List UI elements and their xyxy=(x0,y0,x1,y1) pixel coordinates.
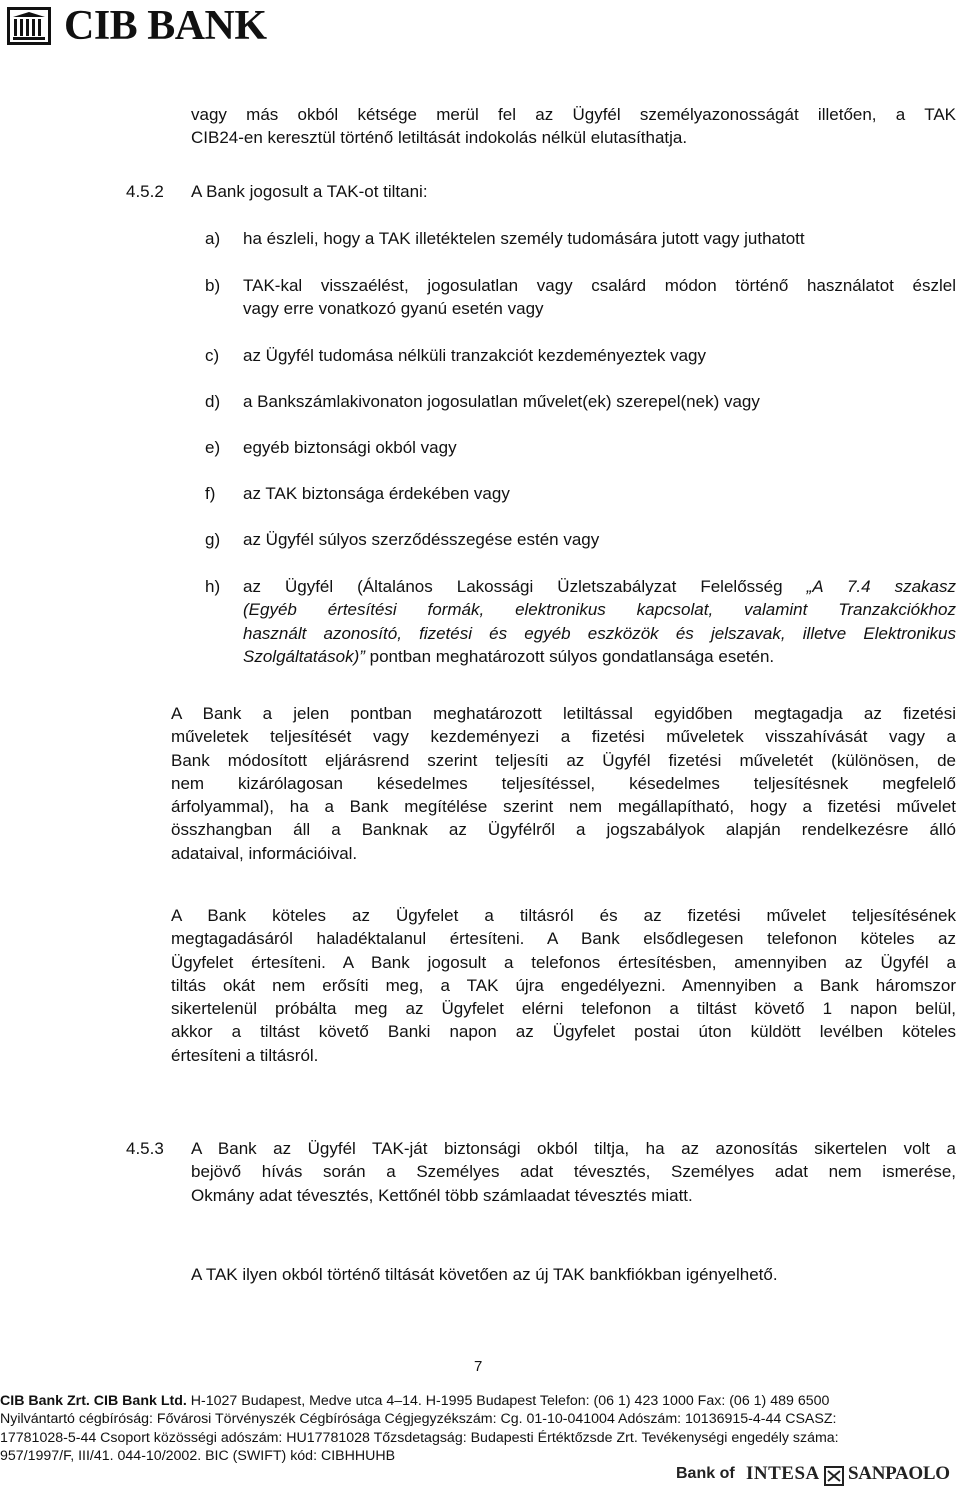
text-line: akkor a tiltást követő Banki napon az Ügyfelet postai úton küldött levélben köteles xyxy=(171,1022,956,1042)
paragraph xyxy=(191,1137,956,1207)
list-item-letter: b) xyxy=(205,276,221,295)
intesa-text: INTESA xyxy=(746,1463,820,1484)
text-line: összhangban áll a Banknak az Ügyfélről a jogszabályok alapján rendelkezésre álló xyxy=(171,820,956,840)
list-item-letter: a) xyxy=(205,229,221,248)
list-item-letter: h) xyxy=(205,577,221,596)
text-line: adataival, információival. xyxy=(171,843,358,863)
text-line: CIB24-en keresztül történő letiltását indokolás nélkül elutasíthatja. xyxy=(191,128,688,148)
text-line: Bank módosított eljárásrend szerint teljesíti az Ügyfél fizetési műveletét (különösen, de xyxy=(171,750,956,770)
intro-paragraph xyxy=(191,103,956,150)
text-line xyxy=(243,645,956,668)
text-run-italic: „A 7.4 szakasz xyxy=(806,577,956,596)
text-line: sikertelenül próbálta meg az Ügyfelet elérni telefonon a tiltást követő 1 napon belül, xyxy=(171,999,956,1019)
page-number: 7 xyxy=(474,1358,483,1375)
bank-of-text: Bank of xyxy=(676,1465,735,1482)
list-item xyxy=(243,274,956,321)
cib-bank-logo xyxy=(6,3,270,49)
list-item-letter: d) xyxy=(205,392,221,411)
paragraph xyxy=(171,904,956,1067)
footer-line: 17781028-5-44 Csoport közösségi adószám: HU17781028 Tőzsdetagság: Budapesti Értéktőzsde Zrt. Tevékenységi engedély száma: xyxy=(0,1429,839,1446)
bank-building-icon xyxy=(6,6,52,46)
text-line: használt azonosító, fizetési és egyéb eszközök és jelszavak, illetve Elektronikus xyxy=(243,623,956,643)
section-number: 4.5.2 xyxy=(126,182,164,201)
list-item: az Ügyfél súlyos szerződésszegése estén vagy xyxy=(243,530,600,549)
text-line: megtagadásáról haladéktalanul értesíteni. A Bank elsődlegesen telefonon köteles az xyxy=(171,929,956,949)
list-item-letter: f) xyxy=(205,484,216,503)
footer-line xyxy=(0,1392,958,1410)
list-item-letter: e) xyxy=(205,438,221,457)
text-line: A Bank köteles az Ügyfelet a tiltásról és az fizetési művelet teljesítésének xyxy=(171,906,956,925)
logo-text: CIB BANK xyxy=(64,3,267,49)
footer-company-name: CIB Bank Zrt. CIB Bank Ltd. xyxy=(0,1393,187,1409)
list-item-letter: c) xyxy=(205,346,220,365)
text-line: bejövő hívás során a Személyes adat tévesztés, Személyes adat nem ismerése, xyxy=(191,1162,956,1182)
section-title: A Bank jogosult a TAK-ot tiltani: xyxy=(191,182,428,201)
text-run: az Ügyfél (Általános Lakossági Üzletszabályzat Felelősség xyxy=(243,577,783,596)
closing-sentence: A TAK ilyen okból történő tiltását követően az új TAK bankfiókban igényelhető. xyxy=(191,1265,778,1284)
text-line: tiltás okát nem erősíti meg, a TAK újra engedélyezni. Amennyiben a Bank háromszor xyxy=(171,975,956,995)
text-line: Ügyfelet értesíteni. A Bank jogosult a telefonos értesítésben, amennyiben az Ügyfél a xyxy=(171,952,956,972)
list-item: az TAK biztonsága érdekében vagy xyxy=(243,484,510,503)
footer-line: 957/1997/F, III/41. 044-10/2002. BIC (SWIFT) kód: CIBHHUHB xyxy=(0,1448,396,1465)
sanpaolo-text: SANPAOLO xyxy=(848,1463,950,1484)
footer xyxy=(0,1392,958,1466)
intesa-sanpaolo-logo xyxy=(676,1465,956,1489)
text-line: A Bank az Ügyfél TAK-ját biztonsági okból tiltja, ha az azonosítás sikertelen volt a xyxy=(191,1139,956,1158)
paragraph xyxy=(171,702,956,865)
sanpaolo-emblem-icon xyxy=(824,1466,844,1486)
footer-line: Nyilvántartó cégbíróság: Fővárosi Törvényszék Cégbírósága Cégjegyzékszám: Cg. 01-10-041004 Adószám: 10136915-4-44 CSASZ: xyxy=(0,1411,837,1428)
list-item-h xyxy=(243,575,956,668)
list-item-letter: g) xyxy=(205,530,221,549)
list-item: egyéb biztonsági okból vagy xyxy=(243,438,457,457)
text-run: pontban meghatározott súlyos gondatlansága esetén. xyxy=(364,646,775,666)
section-number: 4.5.3 xyxy=(126,1139,164,1158)
text-line: (Egyéb értesítési formák, elektronikus kapcsolat, valamint Tranzakciókhoz xyxy=(243,600,956,620)
text-line: Okmány adat tévesztés, Kettőnél több számlaadat tévesztés miatt. xyxy=(191,1185,693,1205)
text-line: műveletek teljesítését vagy kezdeményezi a fizetési műveletek visszahívását vagy a xyxy=(171,727,956,747)
list-item: ha észleli, hogy a TAK illetéktelen személy tudomására jutott vagy juthatott xyxy=(243,229,805,248)
text-run-italic: Szolgáltatások)” xyxy=(243,646,365,666)
text-line: TAK-kal visszaélést, jogosulatlan vagy csalárd módon történő használatot észlel xyxy=(243,276,956,295)
list-item: az Ügyfél tudomása nélküli tranzakciót kezdeményeztek vagy xyxy=(243,346,707,365)
footer-address: H-1027 Budapest, Medve utca 4–14. H-1995 Budapest Telefon: (06 1) 423 1000 Fax: (06 1) 489 6500 xyxy=(186,1393,830,1409)
text-line: nem kizárólagosan késedelmes teljesítéssel, késedelmes teljesítésnek megfelelő xyxy=(171,773,956,793)
text-line: vagy erre vonatkozó gyanú esetén vagy xyxy=(243,299,544,319)
text-line: értesíteni a tiltásról. xyxy=(171,1045,319,1065)
text-line xyxy=(243,575,956,598)
list-item: a Bankszámlakivonaton jogosulatlan művelet(ek) szerepel(nek) vagy xyxy=(243,392,760,411)
text-line: A Bank a jelen pontban meghatározott letiltással egyidőben megtagadja az fizetési xyxy=(171,704,956,723)
text-line: vagy más okból kétsége merül fel az Ügyfél személyazonosságát illetően, a TAK xyxy=(191,105,956,124)
text-line: árfolyammal), ha a Bank megítélése szerint nem megállapítható, hogy a fizetési művelet xyxy=(171,797,956,817)
